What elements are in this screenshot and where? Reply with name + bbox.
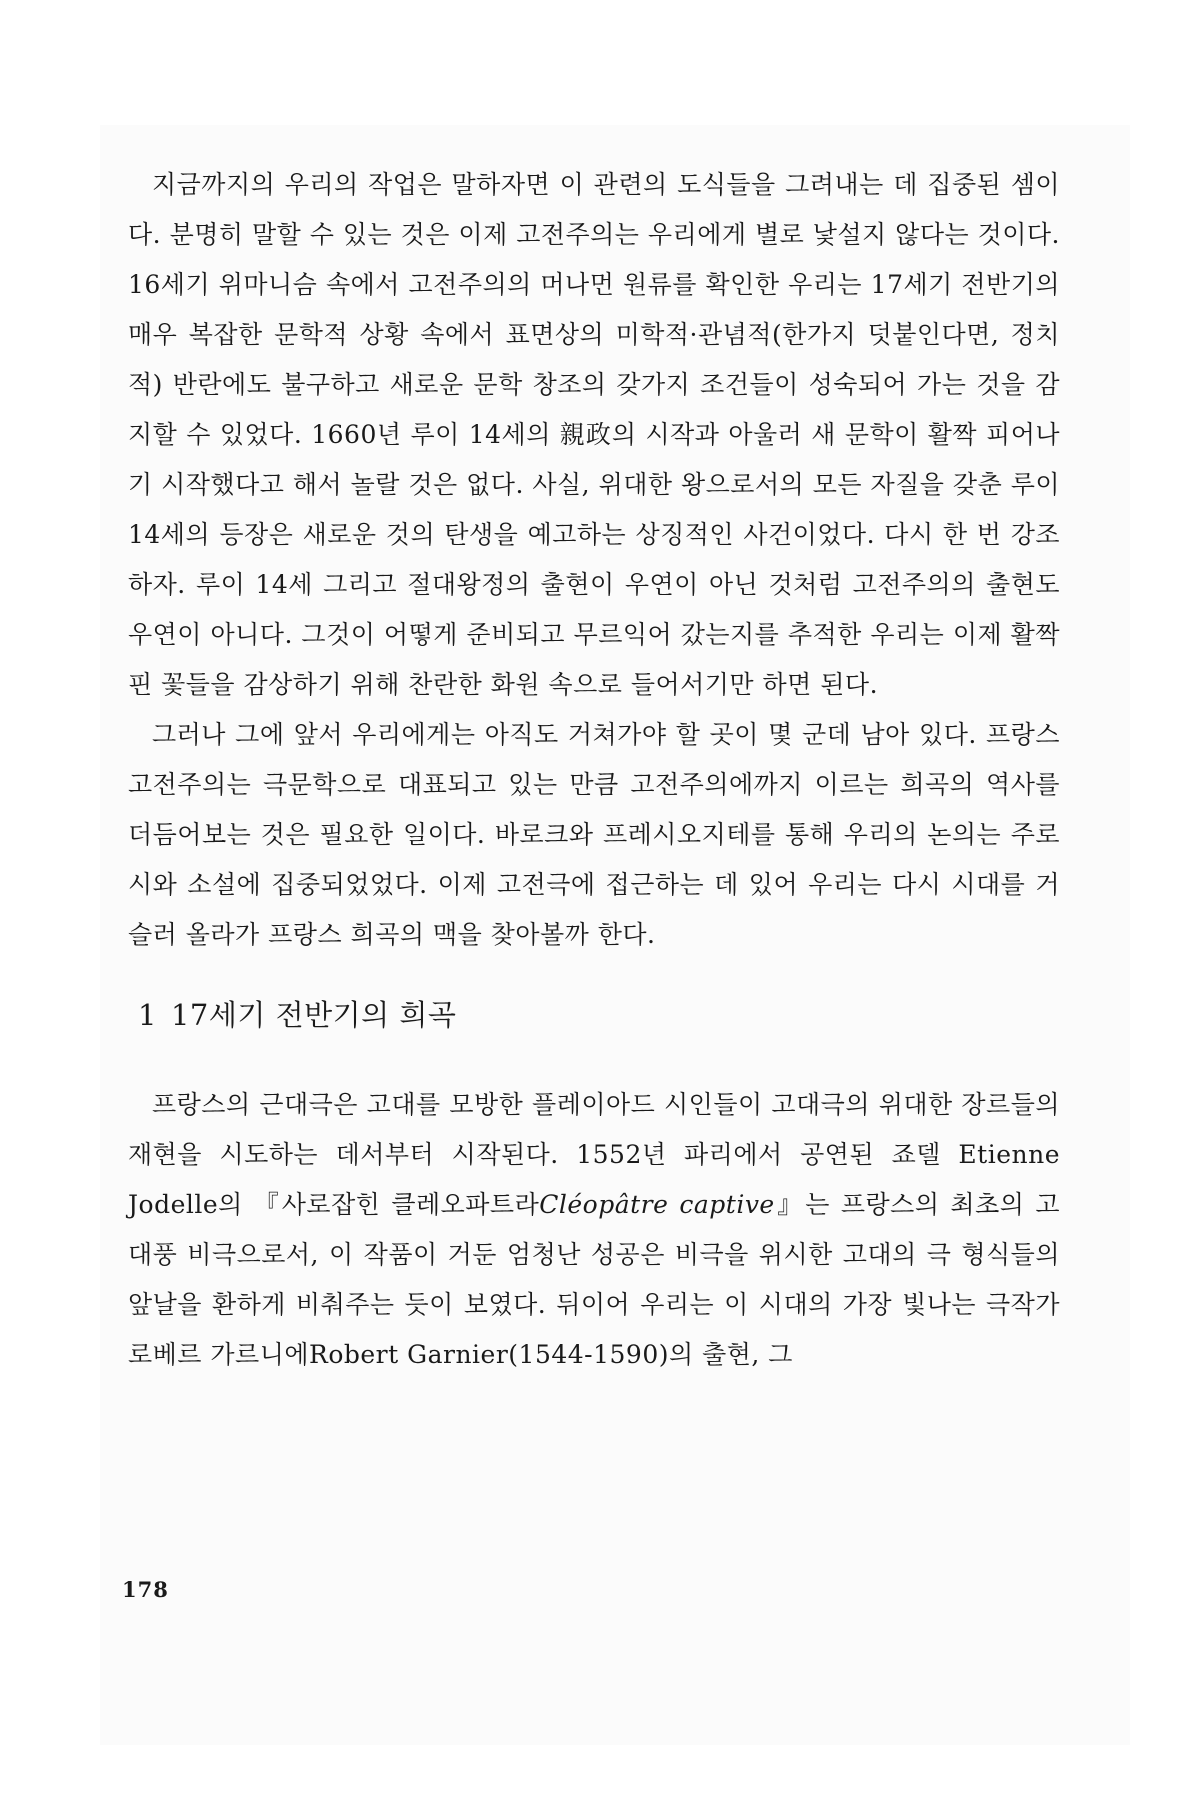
- paragraph: [128, 1080, 1060, 1380]
- page-number: 178: [122, 1577, 169, 1602]
- italic-work-title: Cléopâtre captive: [539, 1190, 775, 1219]
- body-text-top: [128, 160, 1060, 960]
- paragraph-text-part: 』는 프랑스의 최초의 고대풍 비극으로서, 이 작품이 거둔 엄청난 성공은 비극을 위시한 고대의 극 형식들의 앞날을 환하게 비춰주는 듯이 보였다. 뒤이어 우리는 이 시대의 가장 빛나는 극작가 로베르 가르니에Robert Garnier(1544-1590)의 출현, 그: [128, 1190, 1060, 1369]
- paragraph: 지금까지의 우리의 작업은 말하자면 이 관련의 도식들을 그려내는 데 집중된 셈이다. 분명히 말할 수 있는 것은 이제 고전주의는 우리에게 별로 낯설지 않다는 것이다. 16세기 위마니슴 속에서 고전주의의 머나먼 원류를 확인한 우리는 17세기 전반기의 매우 복잡한 문학적 상황 속에서 표면상의 미학적·관념적(한가지 덧붙인다면, 정치적) 반란에도 불구하고 새로운 문학 창조의 갖가지 조건들이 성숙되어 가는 것을 감지할 수 있었다. 1660년 루이 14세의 親政의 시작과 아울러 새 문학이 활짝 피어나기 시작했다고 해서 놀랄 것은 없다. 사실, 위대한 왕으로서의 모든 자질을 갖춘 루이 14세의 등장은 새로운 것의 탄생을 예고하는 상징적인 사건이었다. 다시 한 번 강조하자. 루이 14세 그리고 절대왕정의 출현이 우연이 아닌 것처럼 고전주의의 출현도 우연이 아니다. 그것이 어떻게 준비되고 무르익어 갔는지를 추적한 우리는 이제 활짝 핀 꽃들을 감상하기 위해 찬란한 화원 속으로 들어서기만 하면 된다.: [128, 170, 1060, 699]
- section-title: 17세기 전반기의 희곡: [170, 998, 457, 1032]
- section-heading: [138, 995, 456, 1035]
- paragraph-text-part: 프랑스의 근대극은 고대를 모방한 플레이아드 시인들이 고대극의 위대한 장르들의 재현을 시도하는 데서부터 시작된다. 1552년 파리에서 공연된 죠델 Etienne Jodelle의 『사로잡힌 클레오파트라: [128, 1090, 1060, 1219]
- section-number: 1: [138, 998, 157, 1032]
- body-text-bottom: [128, 1080, 1060, 1380]
- paragraph: 그러나 그에 앞서 우리에게는 아직도 거쳐가야 할 곳이 몇 군데 남아 있다. 프랑스 고전주의는 극문학으로 대표되고 있는 만큼 고전주의에까지 이르는 희곡의 역사를 더듬어보는 것은 필요한 일이다. 바로크와 프레시오지테를 통해 우리의 논의는 주로 시와 소설에 집중되었었다. 이제 고전극에 접근하는 데 있어 우리는 다시 시대를 거슬러 올라가 프랑스 희곡의 맥을 찾아볼까 한다.: [128, 720, 1060, 949]
